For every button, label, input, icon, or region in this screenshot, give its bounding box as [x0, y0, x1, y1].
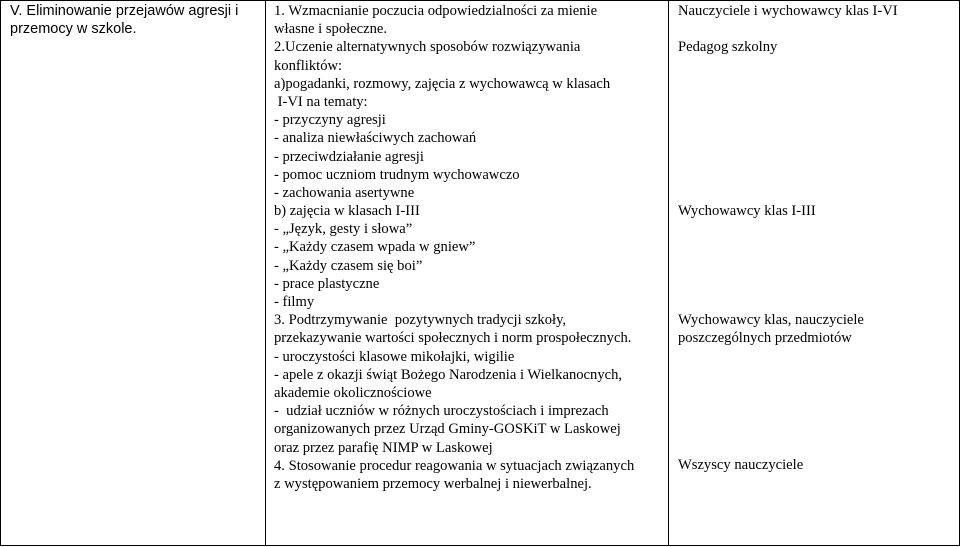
activity-line: przekazywanie wartości społecznych i norm prospołecznych.: [274, 330, 632, 347]
responsible-block: [678, 311, 958, 347]
activity-line: - „Język, gesty i słowa”: [274, 221, 413, 238]
responsible-line: Wychowawcy klas I-III: [678, 203, 816, 219]
activity-line: a)pogadanki, rozmowy, zajęcia z wychowawcą w klasach: [274, 75, 611, 92]
activity-line: I-VI na tematy:: [274, 93, 368, 110]
activity-line: - prace plastyczne: [274, 275, 380, 292]
responsible-line: Pedagog szkolny: [678, 39, 778, 56]
task-cell: [10, 2, 260, 38]
task-line: przemocy w szkole.: [10, 21, 137, 38]
responsible-block: [678, 202, 958, 220]
task-column: [0, 0, 266, 546]
activity-line: z występowaniem przemocy werbalnej i niewerbalnej.: [274, 475, 592, 492]
responsible-line: Wychowawcy klas, nauczyciele: [678, 312, 864, 328]
activity-line: - pomoc uczniom trudnym wychowawczo: [274, 166, 520, 183]
activity-line: - udział uczniów w różnych uroczystościach i imprezach: [274, 403, 609, 420]
responsible-line: poszczególnych przedmiotów: [678, 330, 852, 347]
activities-column: [265, 0, 669, 546]
responsible-line: Nauczyciele i wychowawcy klas I-VI: [678, 3, 898, 19]
responsible-block: [678, 2, 958, 57]
activities-cell: [274, 2, 666, 493]
activity-line: konfliktów:: [274, 57, 343, 74]
activity-line: - „Każdy czasem wpada w gniew”: [274, 239, 476, 256]
activity-line: oraz przez parafię NIMP w Laskowej: [274, 439, 493, 456]
activity-line: 2.Uczenie alternatywnych sposobów rozwiązywania: [274, 39, 581, 56]
activity-line: - zachowania asertywne: [274, 184, 415, 201]
blank-line: [678, 20, 958, 38]
responsible-line: Wszyscy nauczyciele: [678, 457, 804, 473]
activity-line: - „Każdy czasem się boi”: [274, 257, 423, 274]
activity-line: - apele z okazji świąt Bożego Narodzenia i Wielkanocnych,: [274, 366, 623, 383]
activity-line: 4. Stosowanie procedur reagowania w sytuacjach związanych: [274, 457, 635, 474]
task-line: V. Eliminowanie przejawów agresji i: [10, 3, 239, 19]
activity-line: organizowanych przez Urząd Gminy-GOSKiT w Laskowej: [274, 421, 621, 438]
activity-line: własne i społeczne.: [274, 21, 388, 38]
activity-line: - analiza niewłaściwych zachowań: [274, 130, 477, 147]
activity-line: akademie okolicznościowe: [274, 384, 432, 401]
activity-line: 1. Wzmacnianie poczucia odpowiedzialności za mienie: [274, 3, 598, 19]
activity-line: - przyczyny agresji: [274, 112, 386, 129]
responsible-column: [668, 0, 960, 546]
activity-line: - przeciwdziałanie agresji: [274, 148, 424, 165]
responsible-block: [678, 456, 958, 474]
activity-line: 3. Podtrzymywanie pozytywnych tradycji szkoły,: [274, 312, 567, 329]
activity-line: - filmy: [274, 294, 315, 310]
activity-line: b) zajęcia w klasach I-III: [274, 203, 420, 220]
activity-line: - uroczystości klasowe mikołajki, wigilie: [274, 348, 515, 365]
